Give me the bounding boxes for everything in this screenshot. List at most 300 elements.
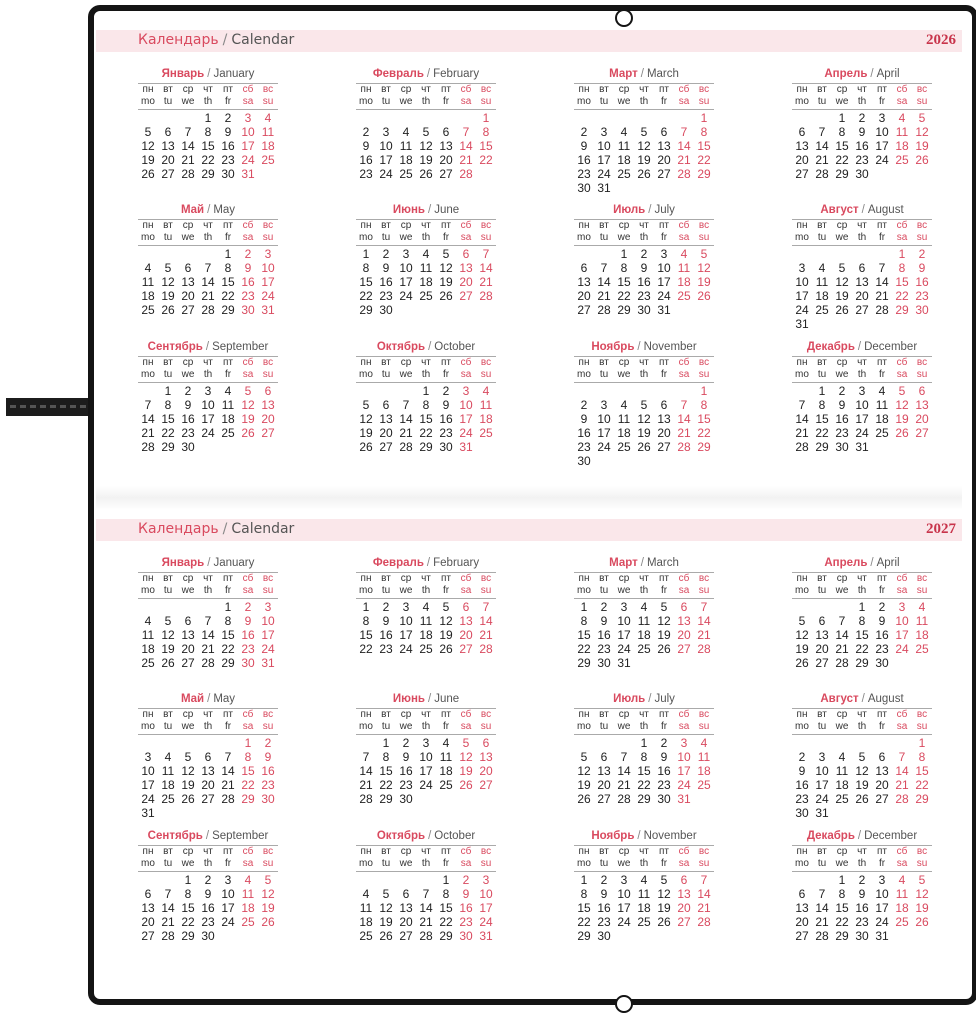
month-name-separator: /	[205, 341, 210, 353]
day-cell: 12	[657, 887, 671, 901]
day-cell: 22	[895, 289, 909, 303]
weekday-label: пт	[223, 573, 233, 584]
day-blank	[218, 736, 238, 750]
day-cell: 1	[918, 736, 926, 750]
weekday-label: пт	[441, 84, 451, 95]
day-cell: 9	[462, 887, 470, 901]
weekday-row-en	[138, 96, 278, 110]
day-cell: 7	[482, 247, 490, 261]
day-cell: 17	[241, 139, 255, 153]
day-grid	[792, 111, 932, 181]
day-cell: 27	[657, 440, 671, 454]
day-cell: 4	[878, 384, 886, 398]
day-cell: 25	[895, 915, 909, 929]
day-cell: 21	[479, 628, 493, 642]
day-cell: 3	[660, 247, 668, 261]
weekday-label: sa	[242, 369, 254, 380]
day-cell: 6	[660, 125, 668, 139]
day-cell: 10	[875, 887, 889, 901]
weekday-row-ru	[356, 708, 496, 721]
weekday-row-en	[574, 858, 714, 872]
weekday-label: пт	[223, 846, 233, 857]
day-cell: 13	[201, 764, 215, 778]
weekday-label: пн	[142, 357, 154, 368]
day-cell: 4	[224, 384, 232, 398]
day-cell: 16	[459, 901, 473, 915]
weekday-label: mo	[795, 232, 809, 243]
day-cell: 18	[895, 139, 909, 153]
day-cell: 24	[895, 642, 909, 656]
day-cell: 23	[379, 642, 393, 656]
day-cell: 5	[144, 125, 152, 139]
day-cell: 24	[141, 792, 155, 806]
day-cell: 22	[577, 642, 591, 656]
weekday-label: th	[639, 858, 649, 869]
day-cell: 4	[244, 873, 252, 887]
weekday-label: сб	[242, 84, 254, 95]
day-cell: 17	[399, 628, 413, 642]
weekday-label: tu	[817, 232, 827, 243]
weekday-label: su	[698, 585, 710, 596]
weekday-label: tu	[163, 369, 173, 380]
month-name-ru: Ноябрь	[591, 341, 635, 353]
day-cell: 8	[858, 614, 866, 628]
day-cell: 4	[918, 600, 926, 614]
weekday-label: tu	[817, 721, 827, 732]
day-cell: 2	[580, 398, 588, 412]
month-name-en: December	[864, 341, 918, 353]
weekday-label: пт	[441, 357, 451, 368]
day-cell: 19	[577, 778, 591, 792]
day-cell: 18	[141, 642, 155, 656]
day-grid	[792, 736, 932, 820]
weekday-label: ср	[836, 357, 848, 368]
day-cell: 14	[895, 764, 909, 778]
weekday-label: вс	[480, 357, 492, 368]
day-cell: 1	[700, 111, 708, 125]
day-blank	[792, 736, 812, 750]
day-blank	[654, 111, 674, 125]
day-cell: 14	[161, 901, 175, 915]
weekday-label: su	[916, 96, 928, 107]
month-block	[138, 555, 278, 670]
month-name	[356, 828, 496, 844]
day-cell: 24	[399, 642, 413, 656]
weekday-label: su	[262, 369, 274, 380]
day-cell: 1	[838, 111, 846, 125]
day-cell: 23	[657, 778, 671, 792]
day-cell: 20	[577, 289, 591, 303]
day-cell: 3	[224, 873, 232, 887]
day-cell: 10	[141, 764, 155, 778]
day-cell: 15	[359, 628, 373, 642]
day-cell: 5	[700, 247, 708, 261]
day-cell: 20	[795, 915, 809, 929]
day-cell: 23	[835, 426, 849, 440]
day-cell: 2	[838, 384, 846, 398]
weekday-label: ср	[182, 357, 194, 368]
day-cell: 5	[640, 398, 648, 412]
month-block	[356, 339, 496, 454]
day-cell: 25	[637, 642, 651, 656]
day-cell: 20	[915, 412, 929, 426]
day-cell: 21	[677, 426, 691, 440]
day-cell: 4	[402, 125, 410, 139]
day-cell: 25	[419, 289, 433, 303]
day-cell: 15	[577, 901, 591, 915]
day-cell: 2	[858, 873, 866, 887]
day-cell: 11	[815, 275, 829, 289]
day-cell: 17	[617, 628, 631, 642]
weekday-label: mo	[795, 585, 809, 596]
weekday-label: su	[698, 858, 710, 869]
weekday-label: sa	[460, 721, 472, 732]
day-cell: 28	[677, 440, 691, 454]
day-cell: 4	[620, 125, 628, 139]
month-block	[356, 555, 496, 656]
weekday-label: пт	[659, 709, 669, 720]
weekday-label: сб	[460, 220, 472, 231]
day-cell: 16	[835, 412, 849, 426]
day-cell: 5	[918, 873, 926, 887]
weekday-label: mo	[359, 858, 373, 869]
day-cell: 28	[815, 929, 829, 943]
weekday-row-ru	[792, 845, 932, 858]
weekday-row-en	[574, 721, 714, 735]
day-cell: 21	[201, 642, 215, 656]
day-cell: 9	[244, 261, 252, 275]
day-cell: 6	[442, 125, 450, 139]
day-cell: 25	[439, 778, 453, 792]
day-cell: 2	[462, 873, 470, 887]
weekday-label: su	[480, 369, 492, 380]
day-cell: 17	[479, 901, 493, 915]
weekday-label: th	[203, 585, 213, 596]
day-blank	[416, 111, 436, 125]
day-cell: 1	[700, 384, 708, 398]
day-cell: 9	[838, 398, 846, 412]
day-cell: 20	[141, 915, 155, 929]
weekday-label: mo	[577, 369, 591, 380]
day-cell: 15	[439, 901, 453, 915]
weekday-label: mo	[141, 369, 155, 380]
day-blank	[674, 384, 694, 398]
day-grid	[138, 736, 278, 820]
day-cell: 9	[244, 614, 252, 628]
day-cell: 3	[600, 398, 608, 412]
weekday-label: th	[857, 858, 867, 869]
weekday-label: сб	[896, 846, 908, 857]
weekday-label: sa	[896, 585, 908, 596]
day-cell: 30	[835, 440, 849, 454]
weekday-label: th	[421, 721, 431, 732]
day-cell: 31	[261, 303, 275, 317]
weekday-label: th	[421, 369, 431, 380]
day-cell: 16	[399, 764, 413, 778]
day-cell: 26	[379, 929, 393, 943]
weekday-label: tu	[599, 96, 609, 107]
day-cell: 7	[898, 750, 906, 764]
day-cell: 16	[379, 628, 393, 642]
day-cell: 31	[479, 929, 493, 943]
weekday-label: fr	[224, 369, 232, 380]
month-name-ru: Июль	[613, 204, 646, 216]
weekday-label: tu	[817, 858, 827, 869]
day-cell: 11	[835, 764, 849, 778]
day-cell: 23	[855, 153, 869, 167]
month-name-separator: /	[640, 557, 644, 569]
month-name-ru: Октябрь	[376, 830, 426, 842]
day-cell: 6	[144, 887, 152, 901]
day-cell: 5	[442, 247, 450, 261]
day-blank	[792, 111, 812, 125]
month-name-separator: /	[426, 557, 431, 569]
month-name-ru: Октябрь	[376, 341, 426, 353]
day-cell: 3	[244, 111, 252, 125]
month-name-en: January	[213, 557, 255, 569]
weekday-row-ru	[356, 356, 496, 369]
day-cell: 27	[181, 656, 195, 670]
weekday-label: сб	[896, 220, 908, 231]
day-cell: 16	[637, 275, 651, 289]
month-name-en: June	[434, 204, 460, 216]
day-cell: 9	[264, 750, 272, 764]
weekday-label: ср	[182, 573, 194, 584]
day-cell: 8	[700, 398, 708, 412]
day-cell: 4	[640, 873, 648, 887]
weekday-label: вс	[262, 709, 274, 720]
month-name-separator: /	[428, 830, 432, 842]
weekday-label: fr	[442, 858, 450, 869]
day-cell: 29	[577, 656, 591, 670]
day-cell: 3	[422, 736, 430, 750]
weekday-label: сб	[678, 357, 690, 368]
weekday-row-en	[356, 585, 496, 599]
day-cell: 2	[918, 247, 926, 261]
weekday-label: вт	[599, 709, 609, 720]
day-cell: 12	[835, 275, 849, 289]
day-cell: 29	[359, 303, 373, 317]
day-cell: 4	[898, 873, 906, 887]
month-name-en: July	[654, 204, 675, 216]
month-block	[138, 691, 278, 820]
day-cell: 6	[264, 384, 272, 398]
weekday-label: пт	[223, 357, 233, 368]
weekday-label: вс	[480, 84, 492, 95]
weekday-label: пн	[796, 846, 808, 857]
day-cell: 15	[359, 275, 373, 289]
weekday-label: th	[639, 721, 649, 732]
weekday-label: вс	[480, 846, 492, 857]
month-name	[574, 339, 714, 355]
weekday-label: sa	[896, 721, 908, 732]
day-cell: 15	[895, 275, 909, 289]
weekday-label: ср	[182, 220, 194, 231]
weekday-label: th	[203, 369, 213, 380]
day-cell: 16	[261, 764, 275, 778]
day-cell: 6	[798, 125, 806, 139]
day-cell: 24	[657, 289, 671, 303]
day-cell: 2	[224, 111, 232, 125]
weekday-label: вс	[916, 573, 928, 584]
day-cell: 10	[399, 261, 413, 275]
day-cell: 14	[201, 275, 215, 289]
day-cell: 13	[181, 628, 195, 642]
day-cell: 15	[915, 764, 929, 778]
day-blank	[614, 111, 634, 125]
weekday-label: th	[639, 96, 649, 107]
day-cell: 3	[264, 600, 272, 614]
day-cell: 8	[184, 887, 192, 901]
weekday-label: сб	[242, 573, 254, 584]
month-name	[792, 828, 932, 844]
weekday-label: чт	[857, 357, 867, 368]
day-cell: 13	[459, 261, 473, 275]
day-cell: 24	[617, 915, 631, 929]
day-cell: 4	[482, 384, 490, 398]
day-cell: 9	[402, 750, 410, 764]
day-cell: 8	[898, 261, 906, 275]
day-cell: 12	[915, 887, 929, 901]
day-cell: 8	[244, 750, 252, 764]
weekday-label: mo	[577, 721, 591, 732]
day-cell: 4	[164, 750, 172, 764]
day-blank	[416, 873, 436, 887]
day-cell: 5	[898, 384, 906, 398]
day-cell: 25	[141, 303, 155, 317]
day-cell: 5	[244, 384, 252, 398]
day-cell: 16	[221, 139, 235, 153]
day-cell: 8	[818, 398, 826, 412]
weekday-label: th	[421, 232, 431, 243]
day-cell: 12	[855, 764, 869, 778]
day-cell: 1	[580, 873, 588, 887]
day-cell: 24	[379, 167, 393, 181]
day-cell: 24	[459, 426, 473, 440]
weekday-row-ru	[138, 219, 278, 232]
month-block	[792, 555, 932, 670]
day-cell: 3	[680, 736, 688, 750]
day-cell: 14	[677, 139, 691, 153]
day-cell: 22	[221, 289, 235, 303]
weekday-label: сб	[242, 709, 254, 720]
month-block	[792, 339, 932, 454]
weekday-label: sa	[896, 96, 908, 107]
day-cell: 2	[580, 125, 588, 139]
day-blank	[832, 736, 852, 750]
day-blank	[138, 384, 158, 398]
weekday-label: пн	[142, 220, 154, 231]
day-blank	[138, 600, 158, 614]
day-cell: 22	[201, 153, 215, 167]
day-cell: 29	[379, 792, 393, 806]
day-blank	[138, 111, 158, 125]
weekday-label: we	[617, 232, 631, 243]
weekday-label: чт	[421, 84, 431, 95]
day-cell: 14	[221, 764, 235, 778]
day-cell: 21	[221, 778, 235, 792]
day-cell: 12	[459, 750, 473, 764]
month-name-en: March	[646, 68, 679, 80]
weekday-label: tu	[163, 232, 173, 243]
day-grid	[574, 384, 714, 468]
weekday-label: th	[857, 96, 867, 107]
weekday-label: сб	[460, 709, 472, 720]
day-cell: 23	[181, 426, 195, 440]
day-cell: 28	[835, 656, 849, 670]
weekday-label: fr	[660, 721, 668, 732]
weekday-label: ср	[836, 84, 848, 95]
day-cell: 28	[597, 303, 611, 317]
day-cell: 16	[855, 901, 869, 915]
day-cell: 29	[201, 167, 215, 181]
day-cell: 24	[855, 426, 869, 440]
day-cell: 12	[637, 412, 651, 426]
day-cell: 3	[600, 125, 608, 139]
weekday-row-en	[356, 369, 496, 383]
day-cell: 26	[459, 778, 473, 792]
day-cell: 5	[422, 125, 430, 139]
weekday-row-en	[574, 585, 714, 599]
day-cell: 22	[181, 915, 195, 929]
day-cell: 14	[617, 764, 631, 778]
month-name-en: May	[213, 693, 236, 705]
day-cell: 1	[244, 736, 252, 750]
day-grid	[792, 873, 932, 943]
day-cell: 10	[479, 887, 493, 901]
weekday-label: ср	[400, 846, 412, 857]
day-cell: 23	[261, 778, 275, 792]
day-blank	[376, 384, 396, 398]
weekday-label: we	[617, 585, 631, 596]
day-cell: 8	[700, 125, 708, 139]
day-cell: 4	[818, 261, 826, 275]
weekday-label: fr	[878, 369, 886, 380]
weekday-label: tu	[163, 96, 173, 107]
weekday-row-en	[356, 858, 496, 872]
day-cell: 27	[479, 778, 493, 792]
day-cell: 3	[462, 384, 470, 398]
day-cell: 4	[640, 600, 648, 614]
day-cell: 17	[379, 153, 393, 167]
day-cell: 25	[875, 426, 889, 440]
day-cell: 3	[898, 600, 906, 614]
weekday-label: вс	[698, 84, 710, 95]
day-cell: 29	[439, 929, 453, 943]
month-block	[574, 202, 714, 317]
day-cell: 11	[895, 887, 909, 901]
day-cell: 3	[620, 873, 628, 887]
weekday-label: чт	[203, 220, 213, 231]
weekday-label: ср	[836, 573, 848, 584]
weekday-label: su	[262, 858, 274, 869]
day-cell: 22	[439, 915, 453, 929]
day-cell: 4	[422, 247, 430, 261]
weekday-label: tu	[599, 721, 609, 732]
weekday-label: su	[916, 858, 928, 869]
day-blank	[356, 384, 376, 398]
day-cell: 9	[858, 125, 866, 139]
day-cell: 25	[915, 642, 929, 656]
day-cell: 29	[221, 656, 235, 670]
day-blank	[812, 247, 832, 261]
day-cell: 12	[261, 887, 275, 901]
weekday-label: вс	[698, 709, 710, 720]
weekday-label: вт	[599, 573, 609, 584]
month-name-en: April	[876, 68, 900, 80]
weekday-label: th	[203, 96, 213, 107]
day-cell: 15	[697, 139, 711, 153]
